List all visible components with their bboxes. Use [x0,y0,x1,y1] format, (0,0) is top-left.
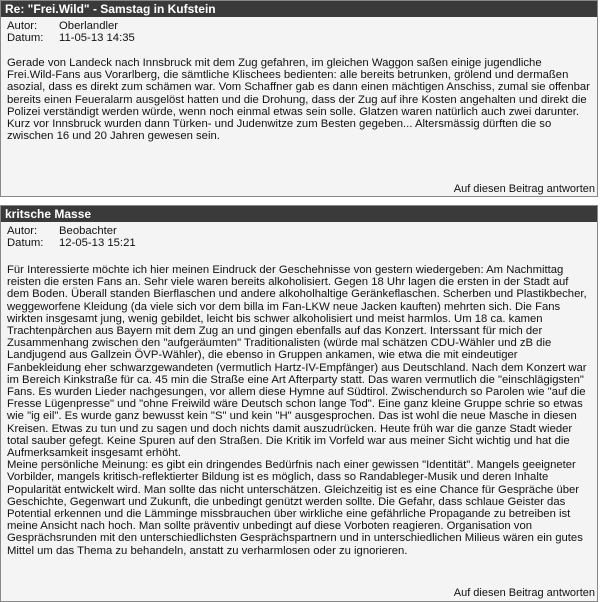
post-body: Für Interessierte möchte ich hier meinen Eindruck der Geschehnisse von gestern wiedergeben: Am Nachmittag reisten die ersten Fans an. Sehr viele waren bereits alkoholisiert. Gegen 18 Uhr lagen die ersten in der Stadt auf dem Boden. Überall standen Bierflaschen und andere alkoholhaltige Geränkeflaschen. Scherben und Plastikbecher, weggeworfene Kleidung (da viele sich vor dem billa im Fan-LKW neue Jacken kauften) mehrten sich. Die Fans wirkten insgesamt jung, wenig gebildet, leicht bis schwer alkoholisiert und meist harmlos. Um 18 ca. kamen Trachtenpärchen aus Bayern mit dem Zug an und gingen ebenfalls auf das Konzert. Interssant für mich der Zusammenhang zwischen den "aufgeräumten" Traditionalisten (würde mal schätzen CDU-Wähler und zB die Landjugend aus Gallzein ÖVP-Wähler), die ebenso in Gruppen ankamen, wie etwa die mit eindeutiger Fanbekleidung eher schwarzgewandeten (vermutlich Hartz-IV-Empfänger) aus Deutschland. Nach dem Konzert war im Bereich Kinkstraße für ca. 45 min die Straße eine Art Afterparty statt. Das waren vermutlich die "einschlägigsten" Fans. Es wurden Lieder nachgesungen, vor allem diese Hymne auf Südtirol. Zwischendurch so Parolen wie "auf die Fresse Lügenpresse" und "ohne Freiwild wäre Deutsch schon lange Tod". Eine ganz kleine Gruppe schrie so etwas wie "ig eil". Es wurde ganz bewusst kein "S" und kein "H" ausgesprochen. Das ist wohl die neue Masche in diesen Kreisen. Etwas zu tun und zu sagen und doch nichts damit auszudrücken. Heute früh war die ganze Stadt wieder total sauber gefegt. Keine Spuren auf den Straßen. Die Kritik im Vorfeld war aus meiner Sicht wichtig und hat die Aufmerksamkeit insgesamt erhöht. Meine persönliche Meinung: es gibt ein dringendes Bedürfnis nach einer gewissen "Identität". Mangels geeigneter Vorbilder, mangels kritisch-reflektierter Bildung ist es möglich, dass so Randableger-Musik und deren Inhalte Popularität entwickelt wird. Man sollte das nicht unterschätzen. Gleichzeitig ist es eine Chance für Gespräche über Geschichte, Gegenwart und Zukunft, die unbedingt genützt werden sollte. Die Gefahr, dass schlaue Geister das Potential erkennen und die Lämminge missbrauchen über wirkliche eine gefährliche Propagande zu betreiben ist meine Ansicht nach hoch. Man sollte präventiv unbedingt auf diese Vorboten reagieren. Organisation von Gesprächsrunden mit den unterschiedlichsten Gesprächspartnern und in unterschiedlichen Milieus wären ein gutes Mittel um das Thema zu behandeln, anstatt zu verharmlosen oder zu ignorieren. [7,264,587,557]
forum-post [0,0,598,197]
reply-link[interactable]: Auf diesen Beitrag antworten [453,183,595,195]
post-title: kritsche Masse [1,206,597,222]
post-body: Gerade von Landeck nach Innsbruck mit dem Zug gefahren, im gleichen Waggon saßen einige jugendliche Frei.Wild-Fans aus Vorarlberg, die sämtliche Klischees bedienten: alle bereits betrunken, grölend und dermaßen asozial, dass es direkt zum schämen war. Vom Schaffner gab es dann einen mächtigen Anschiss, zumal sie offenbar bereits einen Feueralarm ausgelöst hatten und die Drohung, dass der Zug auf ihre Kosten angehalten und direkt die Polizei verständigt werden würde, wenn noch einmal etwas sein solle. Glatzen waren natürlich auch zwei darunter. Kurz vor Innsbruck wurden dann Türken- und Judenwitze zum Besten gegeben... Altersmässig dürften die so zwischen 16 und 20 Jahren gewesen sein. [7,57,590,143]
date-row [7,33,597,45]
forum-post [0,205,598,602]
author-label: Autor: [7,20,38,32]
date-row [7,238,597,250]
post-date: 12-05-13 15:21 [59,236,136,249]
post-meta [1,222,597,249]
date-label: Datum: [7,236,44,249]
author-label: Autor: [7,225,38,237]
author-name: Beobachter [59,225,117,237]
date-label: Datum: [7,31,44,44]
reply-link[interactable]: Auf diesen Beitrag antworten [453,587,595,599]
author-name: Oberlandler [59,20,119,32]
post-title: Re: "Frei.Wild" - Samstag in Kufstein [1,1,597,17]
post-meta [1,17,597,44]
post-date: 11-05-13 14:35 [59,31,135,44]
